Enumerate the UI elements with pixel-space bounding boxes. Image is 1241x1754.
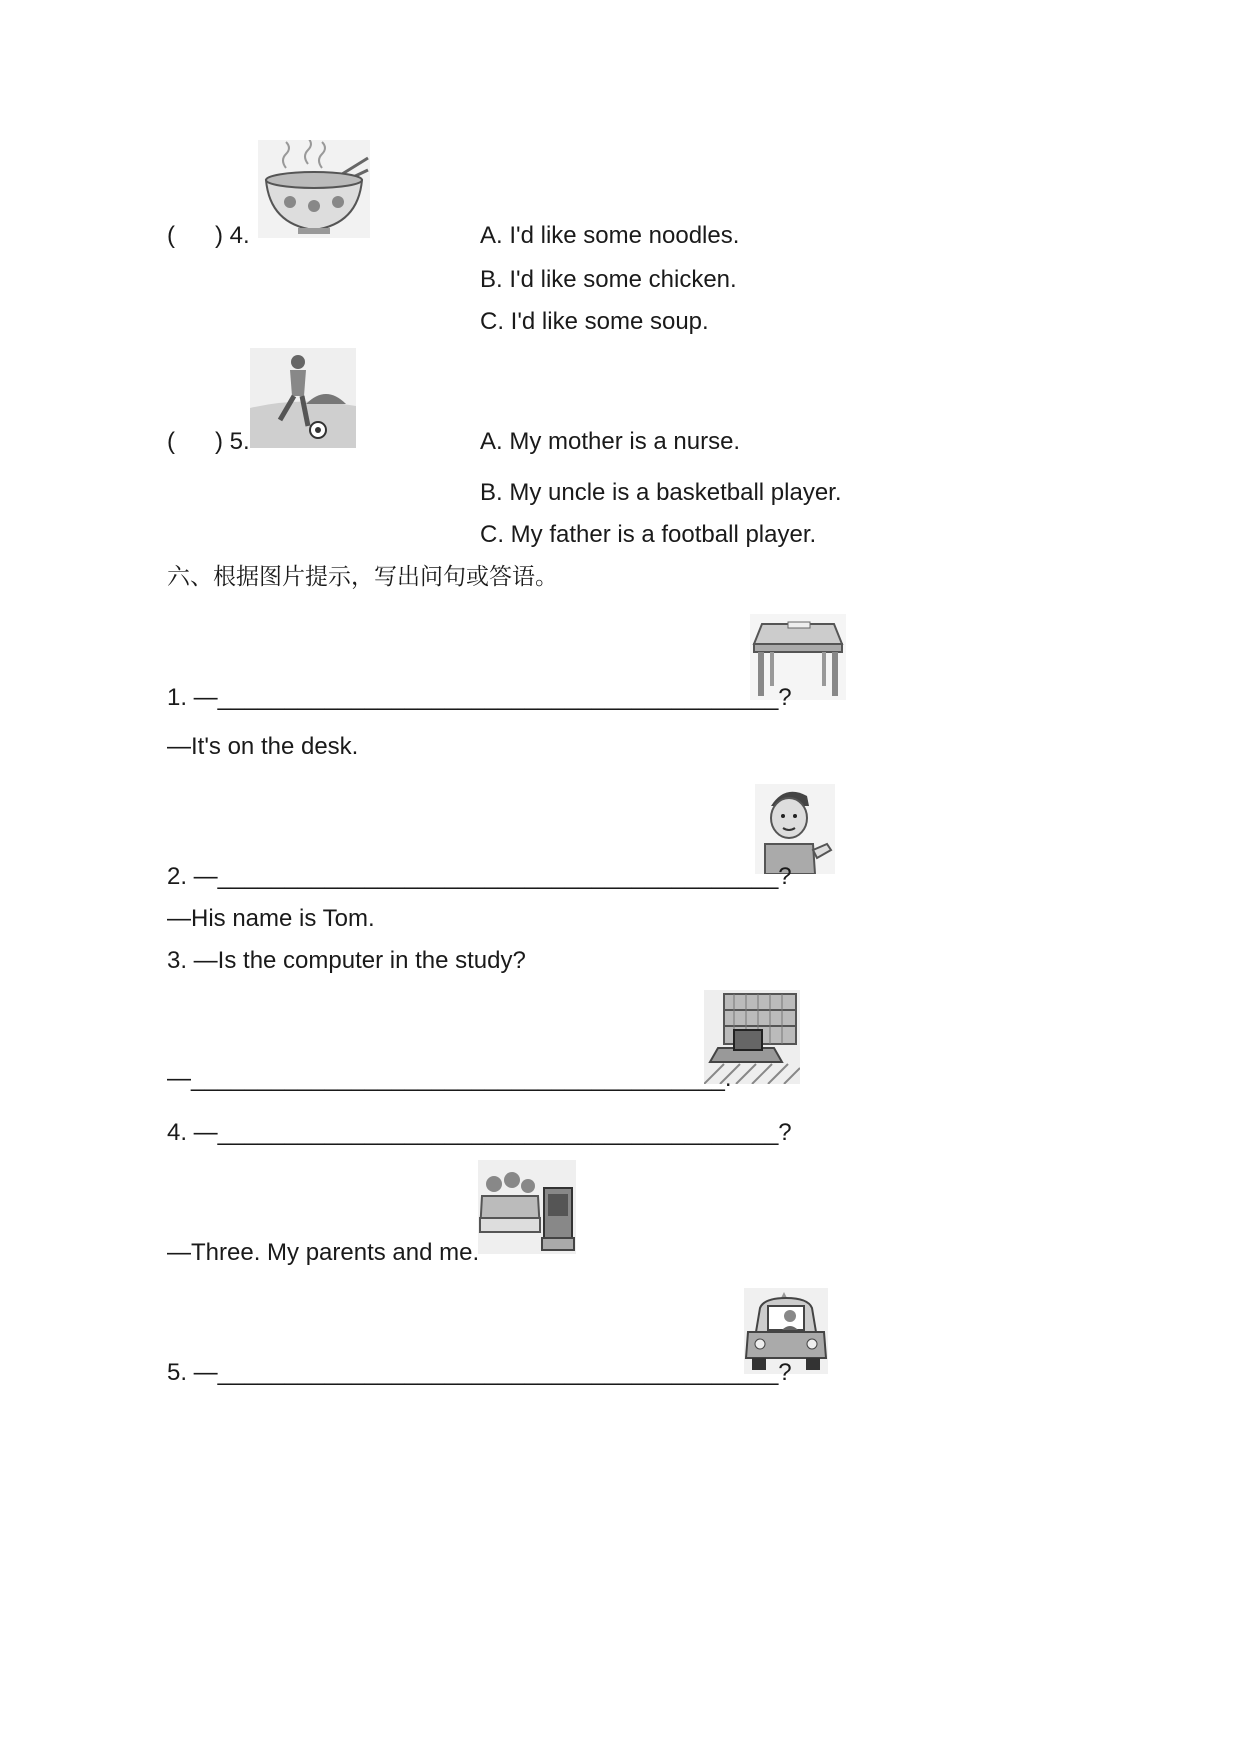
noodle-bowl-icon: [258, 140, 370, 238]
item-3-reply: —________________________________________.: [167, 1065, 732, 1092]
question-5-number: ( ) 5.: [167, 428, 250, 455]
item-5-prompt: 5. —__________________________________________?: [167, 1359, 792, 1386]
item-4-reply: —Three. My parents and me.: [167, 1239, 480, 1266]
item-4-prompt: 4. —__________________________________________?: [167, 1119, 792, 1146]
family-tv-icon: [478, 1160, 576, 1254]
item-3-prompt: 3. —Is the computer in the study?: [167, 947, 526, 974]
item-2-prompt: 2. —__________________________________________?: [167, 863, 792, 890]
question-5-option-c: C. My father is a football player.: [480, 521, 817, 548]
question-5-option-b: B. My uncle is a basketball player.: [480, 479, 842, 506]
section-6-heading: 六、根据图片提示，写出问句或答语。: [167, 564, 558, 590]
question-4-option-c: C. I'd like some soup.: [480, 308, 709, 335]
boy-icon: [755, 784, 835, 874]
question-5-option-a: A. My mother is a nurse.: [480, 428, 741, 455]
item-2-reply: —His name is Tom.: [167, 905, 375, 932]
football-player-icon: [250, 348, 356, 448]
question-4-number: ( ) 4.: [167, 222, 250, 249]
question-4-option-b: B. I'd like some chicken.: [480, 266, 737, 293]
item-1-reply: —It's on the desk.: [167, 733, 359, 760]
question-4-option-a: A. I'd like some noodles.: [480, 222, 740, 249]
item-1-prompt: 1. —__________________________________________?: [167, 684, 792, 711]
